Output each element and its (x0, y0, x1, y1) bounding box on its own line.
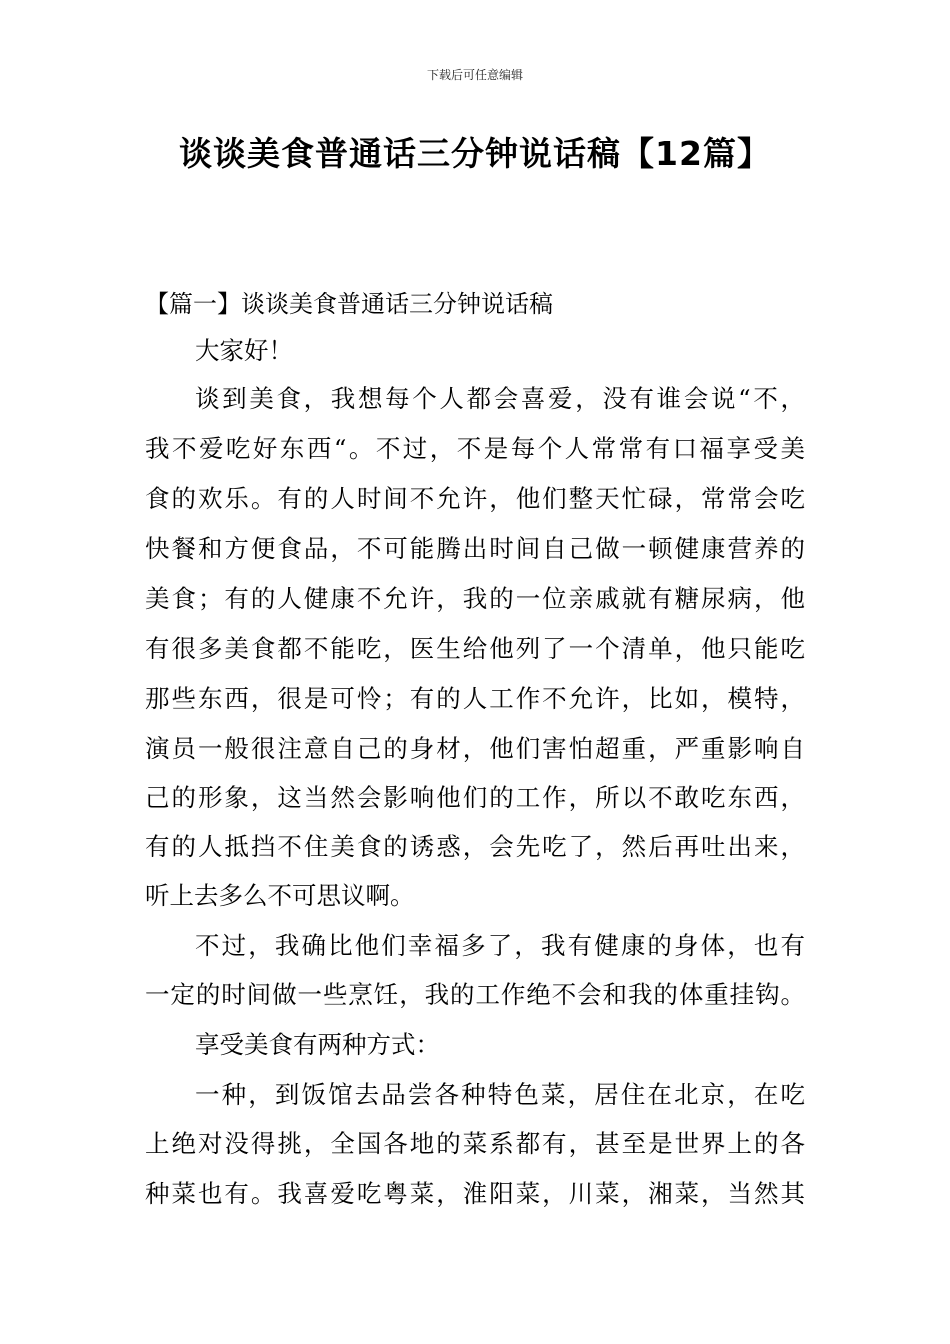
header-note: 下载后可任意编辑 (426, 68, 523, 82)
paragraph-line: 我不爱吃好东西“。不过，不是每个人常常有口福享受美 (145, 434, 805, 463)
paragraph-line: 有很多美食都不能吃，医生给他列了一个清单，他只能吃 (145, 634, 805, 663)
paragraph-line: 听上去多么不可思议啊。 (145, 881, 415, 910)
paragraph-line: 享受美食有两种方式： (195, 1030, 440, 1059)
paragraph-line: 一定的时间做一些烹饪，我的工作绝不会和我的体重挂钩。 (145, 980, 805, 1009)
paragraph-line: 谈到美食，我想每个人都会喜爱，没有谁会说“不， (195, 384, 805, 413)
paragraph-line: 有的人抵挡不住美食的诱惑，会先吃了，然后再吐出来， (145, 832, 805, 861)
paragraph-line: 大家好！ (195, 336, 293, 365)
paragraph-line: 不过，我确比他们幸福多了，我有健康的身体，也有 (195, 931, 805, 960)
paragraph-line: 食的欢乐。有的人时间不允许，他们整天忙碌，常常会吃 (145, 484, 805, 513)
paragraph-line: 己的形象，这当然会影响他们的工作，所以不敢吃东西， (145, 783, 805, 812)
section-heading: 【篇一】谈谈美食普通话三分钟说话稿 (145, 290, 553, 318)
paragraph-line: 一种，到饭馆去品尝各种特色菜，居住在北京，在吃 (195, 1080, 805, 1109)
paragraph-line: 演员一般很注意自己的身材，他们害怕超重，严重影响自 (145, 734, 805, 763)
paragraph-line: 那些东西，很是可怜；有的人工作不允许，比如，模特， (145, 684, 805, 713)
paragraph-line: 美食；有的人健康不允许，我的一位亲戚就有糖尿病，他 (145, 584, 805, 613)
paragraph-line: 上绝对没得挑，全国各地的菜系都有，甚至是世界上的各 (145, 1129, 805, 1158)
paragraph-line: 快餐和方便食品，不可能腾出时间自己做一顿健康营养的 (145, 534, 805, 563)
paragraph-line: 种菜也有。我喜爱吃粤菜，淮阳菜，川菜，湘菜，当然其 (145, 1179, 805, 1208)
document-title: 谈谈美食普通话三分钟说话稿【12篇】 (179, 134, 771, 173)
